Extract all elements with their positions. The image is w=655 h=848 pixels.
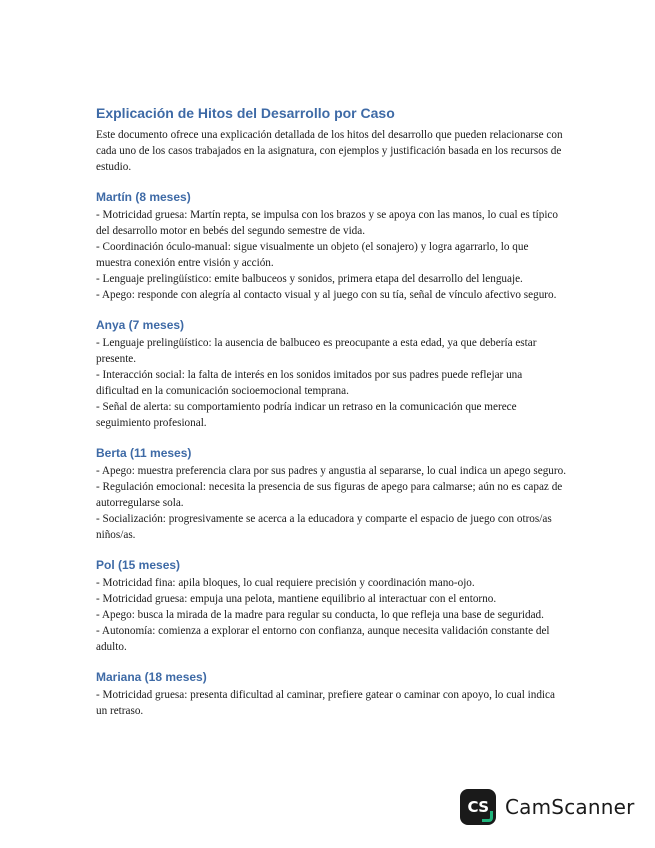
section-item: - Apego: muestra preferencia clara por sus padres y angustia al separarse, lo cual indica un apego seguro. — [96, 465, 566, 477]
section-item: - Apego: responde con alegría al contacto visual y al juego con su tía, señal de vínculo afectivo seguro. — [96, 289, 557, 301]
document-intro: Este documento ofrece una explicación detallada de los hitos del desarrollo que pueden relacionarse con cada uno de los casos trabajados en la asignatura, con ejemplos y justificación basada en los recursos de estudio. — [96, 129, 563, 173]
section-item: - Señal de alerta: su comportamiento podría indicar un retraso en la comunicación que merece seguimiento profesional. — [96, 401, 517, 429]
section-item: - Lenguaje prelingüístico: emite balbuceos y sonidos, primera etapa del desarrollo del lenguaje. — [96, 273, 523, 285]
section-item: - Autonomía: comienza a explorar el entorno con confianza, aunque necesita validación constante del adulto. — [96, 625, 550, 653]
section-item: - Apego: busca la mirada de la madre para regular su conducta, lo que refleja una base de seguridad. — [96, 609, 544, 621]
document-title: Explicación de Hitos del Desarrollo por Caso — [96, 105, 395, 121]
camscanner-watermark — [460, 787, 640, 827]
document-page — [96, 104, 566, 719]
section-heading: Martín (8 meses) — [96, 190, 191, 204]
section-item: - Motricidad fina: apila bloques, lo cual requiere precisión y coordinación mano-ojo. — [96, 577, 475, 589]
section-anya — [96, 317, 566, 431]
camscanner-brand: CamScanner — [505, 795, 635, 819]
section-pol — [96, 557, 566, 655]
section-item: - Interacción social: la falta de interés en los sonidos imitados por sus padres puede reflejar una dificultad en la comunicación socioemocional temprana. — [96, 369, 523, 397]
section-heading: Berta (11 meses) — [96, 446, 192, 460]
section-item: - Lenguaje prelingüístico: la ausencia de balbuceo es preocupante a esta edad, ya que debería estar presente. — [96, 337, 537, 365]
section-item: - Motricidad gruesa: Martín repta, se impulsa con los brazos y se apoya con las manos, lo cual es típico del desarrollo motor en bebés del segundo semestre de vida. — [96, 209, 558, 237]
section-berta — [96, 445, 566, 543]
camscanner-logo-text: CS — [467, 798, 489, 816]
section-heading: Pol (15 meses) — [96, 558, 181, 572]
section-mariana — [96, 669, 566, 719]
camscanner-logo-icon — [460, 789, 496, 825]
section-heading: Mariana (18 meses) — [96, 670, 207, 684]
section-item: - Motricidad gruesa: empuja una pelota, mantiene equilibrio al interactuar con el entorno. — [96, 593, 497, 605]
logo-accent — [482, 811, 493, 822]
section-item: - Coordinación óculo-manual: sigue visualmente un objeto (el sonajero) y logra agarrarlo, lo que muestra conexión entre visión y acción. — [96, 241, 529, 269]
section-item: - Socialización: progresivamente se acerca a la educadora y comparte el espacio de juego con otros/as niños/as. — [96, 513, 552, 541]
section-heading: Anya (7 meses) — [96, 318, 185, 332]
section-item: - Motricidad gruesa: presenta dificultad al caminar, prefiere gatear o caminar con apoyo, lo cual indica un retraso. — [96, 689, 555, 717]
section-item: - Regulación emocional: necesita la presencia de sus figuras de apego para calmarse; aún no es capaz de autorregularse sola. — [96, 481, 563, 509]
section-martin — [96, 189, 566, 303]
